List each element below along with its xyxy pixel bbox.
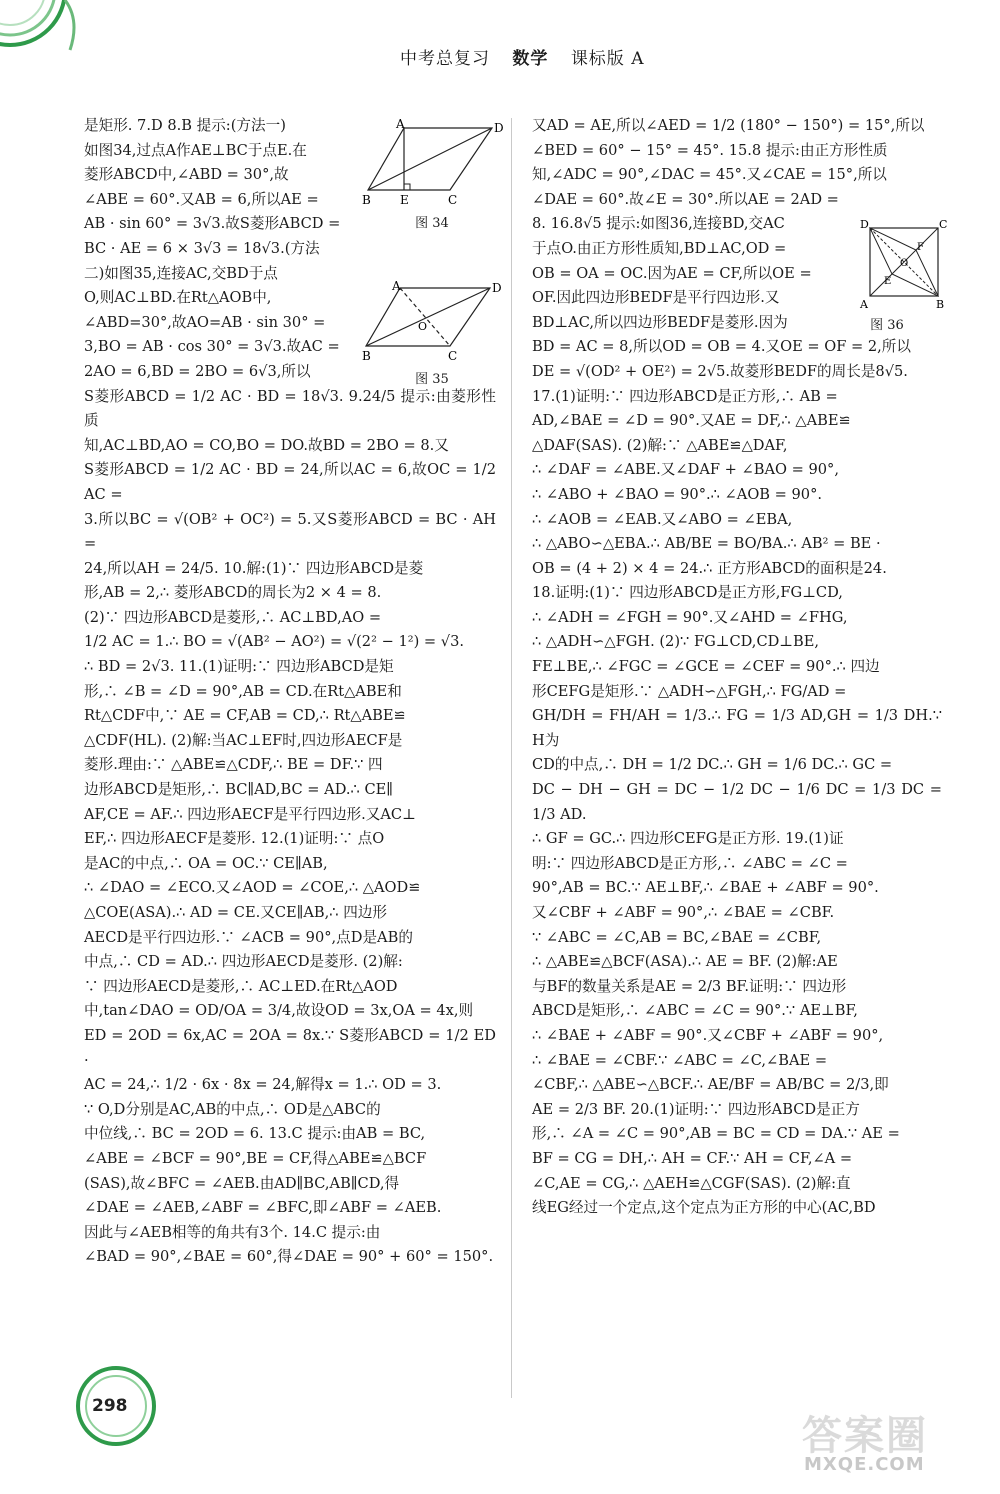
text-line: ∴ ∠ADH = ∠FGH = 90°.又∠AHD = ∠FHG,: [532, 608, 848, 626]
text-line: ∠ABE = 60°.又AB = 6,所以AE =: [84, 190, 319, 208]
rhombus-diagram-34: [362, 118, 502, 208]
fig35-label-d: D: [492, 281, 502, 295]
text-line: 于点O.由正方形性质知,BD⊥AC,OD =: [532, 239, 787, 257]
page-number: 298: [92, 1396, 128, 1416]
text-line: ∵ O,D分别是AC,AB的中点,∴ OD是△ABC的: [84, 1100, 381, 1118]
text-line: 90°,AB = BC.∵ AE⊥BF,∴ ∠BAE + ∠ABF = 90°.: [532, 879, 879, 897]
fig35-label-c: C: [448, 349, 458, 363]
text-line: ∴ ∠AOB = ∠EAB.又∠ABO = ∠EBA,: [532, 510, 793, 528]
fig35-label-a: A: [392, 279, 401, 293]
text-line: ∠ABD=30°,故AO=AB · sin 30° =: [84, 313, 326, 331]
text-line: ED = 2OD = 6x,AC = 2OA = 8x.∵ S菱形ABCD = 1/2 ED ·: [84, 1026, 496, 1069]
text-line: ABCD是矩形,∴ ∠ABC = ∠C = 90°.∵ AE⊥BF,: [532, 1002, 858, 1020]
text-line: ∵ 四边形AECD是菱形,∴ AC⊥ED.在Rt△AOD: [84, 977, 398, 995]
fig36-label-e: E: [884, 276, 892, 287]
text-line: Rt△CDF中,∵ AE = CF,AB = CD,∴ Rt△ABE≌: [84, 707, 406, 725]
text-line: CD的中点,∴ DH = 1/2 DC.∴ GH = 1/6 DC.∴ GC =: [532, 756, 893, 774]
text-line: S菱形ABCD = 1/2 AC · BD = 18√3. 9.24/5 提示:由菱形性质: [84, 387, 496, 430]
page-header: [0, 0, 1000, 100]
fig36-label-o: O: [900, 258, 909, 269]
text-line: BF = CG = DH,∴ AH = CF.∵ AH = CF,∠A =: [532, 1149, 853, 1167]
book-title: 中考总复习: [400, 49, 490, 69]
text-line: 形,AB = 2,∴ 菱形ABCD的周长为2 × 4 = 8.: [84, 584, 382, 602]
text-line: ∠DAE = ∠AEB,∠ABF = ∠BFC,即∠ABF = ∠AEB.: [84, 1199, 442, 1217]
text-line: 8. 16.8√5 提示:如图36,连接BD,交AC: [532, 215, 785, 233]
fig34-label-c: C: [448, 193, 458, 207]
figure-36-caption: 图 36: [870, 318, 904, 333]
text-line: 1/2 AC = 1.∴ BO = √(AB² − AO²) = √(2² − 1²) = √3.: [84, 633, 465, 651]
text-line: ∴ ∠ABO + ∠BAO = 90°.∴ ∠AOB = 90°.: [532, 485, 823, 503]
text-line: 二)如图35,连接AC,交BD于点: [84, 264, 278, 282]
text-line: 因此与∠AEB相等的角共有3个. 14.C 提示:由: [84, 1223, 381, 1241]
text-line: AD,∠BAE = ∠D = 90°.又AE = DF,∴ △ABE≌: [532, 412, 851, 430]
fig34-label-a: A: [396, 117, 405, 131]
text-line: ∴ △ABO∽△EBA.∴ AB/BE = BO/BA.∴ AB² = BE ·: [532, 535, 881, 553]
fig36-label-f: F: [917, 242, 924, 253]
text-line: ∴ △ADH∽△FGH. (2)∵ FG⊥CD,CD⊥BE,: [532, 633, 820, 651]
text-line: GH/DH = FH/AH = 1/3.∴ FG = 1/3 AD,GH = 1/3 DH.∵ H为: [532, 707, 942, 749]
text-line: △COE(ASA).∴ AD = CE.又CE∥AB,∴ 四边形: [84, 904, 387, 921]
text-line: 中位线,∴ BC = 2OD = 6. 13.C 提示:由AB = BC,: [84, 1125, 426, 1143]
square-diagram-36: [860, 218, 948, 311]
fig36-label-b: B: [936, 298, 945, 311]
column-divider: [511, 118, 512, 1398]
text-line: 中点,∴ CD = AD.∴ 四边形AECD是菱形. (2)解:: [84, 953, 403, 971]
text-line: S菱形ABCD = 1/2 AC · BD = 24,所以AC = 6,故OC = 1/2 AC =: [84, 461, 496, 503]
text-line: (2)∵ 四边形ABCD是菱形,∴ AC⊥BD,AO =: [84, 608, 382, 626]
figure-34-caption: 图 34: [415, 216, 449, 231]
text-line: ∴ △ABE≌△BCF(ASA).∴ AE = BF. (2)解:AE: [532, 953, 838, 971]
watermark-url: MXQE.COM: [804, 1454, 925, 1475]
text-line: 线EG经过一个定点,这个定点为正方形的中心(AC,BD: [532, 1199, 876, 1217]
text-line: ∠CBF,∴ △ABE∽△BCF.∴ AE/BF = AB/BC = 2/3,即: [532, 1076, 889, 1094]
edition-label: 课标版 A: [570, 49, 645, 69]
text-line: 又AD = AE,所以∠AED = 1/2 (180° − 150°) = 15°,所以: [532, 117, 925, 134]
text-line: DC − DH − GH = DC − 1/2 DC − 1/6 DC = 1/3 DC = 1/3 AD.: [532, 781, 942, 823]
figure-36: [860, 218, 948, 340]
text-line: ∴ GF = GC.∴ 四边形CEFG是正方形. 19.(1)证: [532, 830, 844, 848]
text-line: ∠C,AE = CG,∴ △AEH≌△CGF(SAS). (2)解:直: [532, 1174, 851, 1192]
figure-35: [362, 279, 502, 392]
text-line: 知,∠ADC = 90°,∠DAC = 45°.又∠CAE = 15°,所以: [532, 166, 887, 184]
text-line: ∴ BD = 2√3. 11.(1)证明:∵ 四边形ABCD是矩: [84, 658, 394, 676]
text-line: 3.所以BC = √(OB² + OC²) = 5.又S菱形ABCD = BC · AH =: [84, 510, 496, 553]
text-line: 18.证明:(1)∵ 四边形ABCD是正方形,FG⊥CD,: [532, 584, 843, 602]
text-line: OB = OA = OC.因为AE = CF,所以OE =: [532, 264, 812, 282]
text-line: 与BF的数量关系是AE = 2/3 BF.证明:∵ 四边形: [532, 977, 847, 995]
text-line: BD = AC = 8,所以OD = OB = 4.又OE = OF = 2,所以: [532, 338, 911, 356]
text-line: AE = 2/3 BF. 20.(1)证明:∵ 四边形ABCD是正方: [532, 1100, 860, 1118]
text-line: 又∠CBF + ∠ABF = 90°,∴ ∠BAE = ∠CBF.: [532, 904, 835, 921]
watermark-brand: 答案圈: [802, 1413, 928, 1459]
text-line: (SAS),故∠BFC = ∠AEB.由AD∥BC,AB∥CD,得: [84, 1174, 400, 1192]
text-line: 菱形.理由:∵ △ABE≌△CDF,∴ BE = DF.∵ 四: [84, 756, 383, 774]
text-line: 形,∴ ∠A = ∠C = 90°,AB = BC = CD = DA.∵ AE =: [532, 1125, 900, 1143]
text-line: △CDF(HL). (2)解:当AC⊥EF时,四边形AECF是: [84, 731, 403, 749]
fig35-label-o: O: [418, 320, 428, 333]
text-line: ∴ ∠BAE = ∠CBF.∵ ∠ABC = ∠C,∠BAE =: [532, 1051, 828, 1069]
text-line: AC = 24,∴ 1/2 · 6x · 8x = 24,解得x = 1.∴ OD = 3.: [84, 1076, 442, 1094]
text-line: FE⊥BE,∴ ∠FGC = ∠GCE = ∠CEF = 90°.∴ 四边: [532, 658, 880, 676]
text-line: 24,所以AH = 24/5. 10.解:(1)∵ 四边形ABCD是菱: [84, 559, 424, 577]
text-line: 是矩形. 7.D 8.B 提示:(方法一): [84, 117, 286, 134]
text-line: 明:∵ 四边形ABCD是正方形,∴ ∠ABC = ∠C =: [532, 854, 848, 872]
text-line: ∠BAD = 90°,∠BAE = 60°,得∠DAE = 90° + 60° = 150°.: [84, 1248, 494, 1266]
text-line: DE = √(OD² + OE²) = 2√5.故菱形BEDF的周长是8√5.: [532, 362, 908, 380]
text-line: 2AO = 6,BD = 2BO = 6√3,所以: [84, 362, 311, 380]
rhombus-diagram-35: [362, 279, 502, 364]
text-line: BD⊥AC,所以四边形BEDF是菱形.因为: [532, 313, 788, 331]
fig34-label-d: D: [494, 121, 504, 135]
text-line: 17.(1)证明:∵ 四边形ABCD是正方形,∴ AB =: [532, 387, 838, 405]
text-line: ∴ ∠BAE + ∠ABF = 90°.又∠CBF + ∠ABF = 90°,: [532, 1026, 884, 1044]
subject-label: 数学: [512, 49, 549, 69]
figure-35-caption: 图 35: [415, 372, 449, 387]
fig36-label-a: A: [860, 298, 868, 311]
text-line: 知,AC⊥BD,AO = CO,BO = DO.故BD = 2BO = 8.又: [84, 436, 449, 454]
text-line: ∵ ∠ABC = ∠C,AB = BC,∠BAE = ∠CBF,: [532, 928, 822, 946]
text-line: 如图34,过点A作AE⊥BC于点E.在: [84, 141, 307, 159]
fig34-label-e: E: [400, 193, 409, 207]
text-line: ∠BED = 60° − 15° = 45°. 15.8 提示:由正方形性质: [532, 141, 888, 159]
text-line: ∠ABE = ∠BCF = 90°,BE = CF,得△ABE≌△BCF: [84, 1149, 427, 1167]
text-line: ∴ ∠DAF = ∠ABE.又∠DAF + ∠BAO = 90°,: [532, 461, 839, 479]
text-line: 是AC的中点,∴ OA = OC.∵ CE∥AB,: [84, 854, 328, 872]
text-line: EF,∴ 四边形AECF是菱形. 12.(1)证明:∵ 点O: [84, 830, 385, 848]
figure-34: [362, 118, 502, 236]
text-line: ∴ ∠DAO = ∠ECO.又∠AOD = ∠COE,∴ △AOD≌: [84, 879, 421, 897]
text-line: AF,CE = AF.∴ 四边形AECF是平行四边形.又AC⊥: [84, 805, 416, 823]
fig34-label-b: B: [362, 193, 371, 207]
fig36-label-d: D: [860, 218, 869, 231]
text-line: 中,tan∠DAO = OD/OA = 3/4,故设OD = 3x,OA = 4x,则: [84, 1002, 474, 1020]
text-line: O,则AC⊥BD.在Rt△AOB中,: [84, 289, 272, 307]
text-line: ∠DAE = 60°.故∠E = 30°.所以AE = 2AD =: [532, 190, 839, 208]
fig35-label-b: B: [362, 349, 371, 363]
text-line: 菱形ABCD中,∠ABD = 30°,故: [84, 166, 289, 184]
text-line: 3,BO = AB · cos 30° = 3√3.故AC =: [84, 338, 340, 356]
text-line: 形,∴ ∠B = ∠D = 90°,AB = CD.在Rt△ABE和: [84, 682, 402, 700]
text-line: △DAF(SAS). (2)解:∵ △ABE≌△DAF,: [532, 436, 788, 454]
fig36-label-c: C: [939, 218, 948, 231]
text-line: OF.因此四边形BEDF是平行四边形.又: [532, 289, 780, 307]
text-line: OB = (4 + 2) × 4 = 24.∴ 正方形ABCD的面积是24.: [532, 559, 887, 577]
text-line: AECD是平行四边形.∵ ∠ACB = 90°,点D是AB的: [84, 928, 413, 946]
decorative-arc-icon: [0, 0, 110, 70]
text-line: AB · sin 60° = 3√3.故S菱形ABCD =: [84, 215, 341, 233]
page-title: [400, 44, 645, 69]
text-line: 边形ABCD是矩形,∴ BC∥AD,BC = AD.∴ CE∥: [84, 781, 394, 799]
text-line: 形CEFG是矩形.∵ △ADH∽△FGH,∴ FG/AD =: [532, 682, 847, 700]
text-line: BC · AE = 6 × 3√3 = 18√3.(方法: [84, 239, 320, 257]
